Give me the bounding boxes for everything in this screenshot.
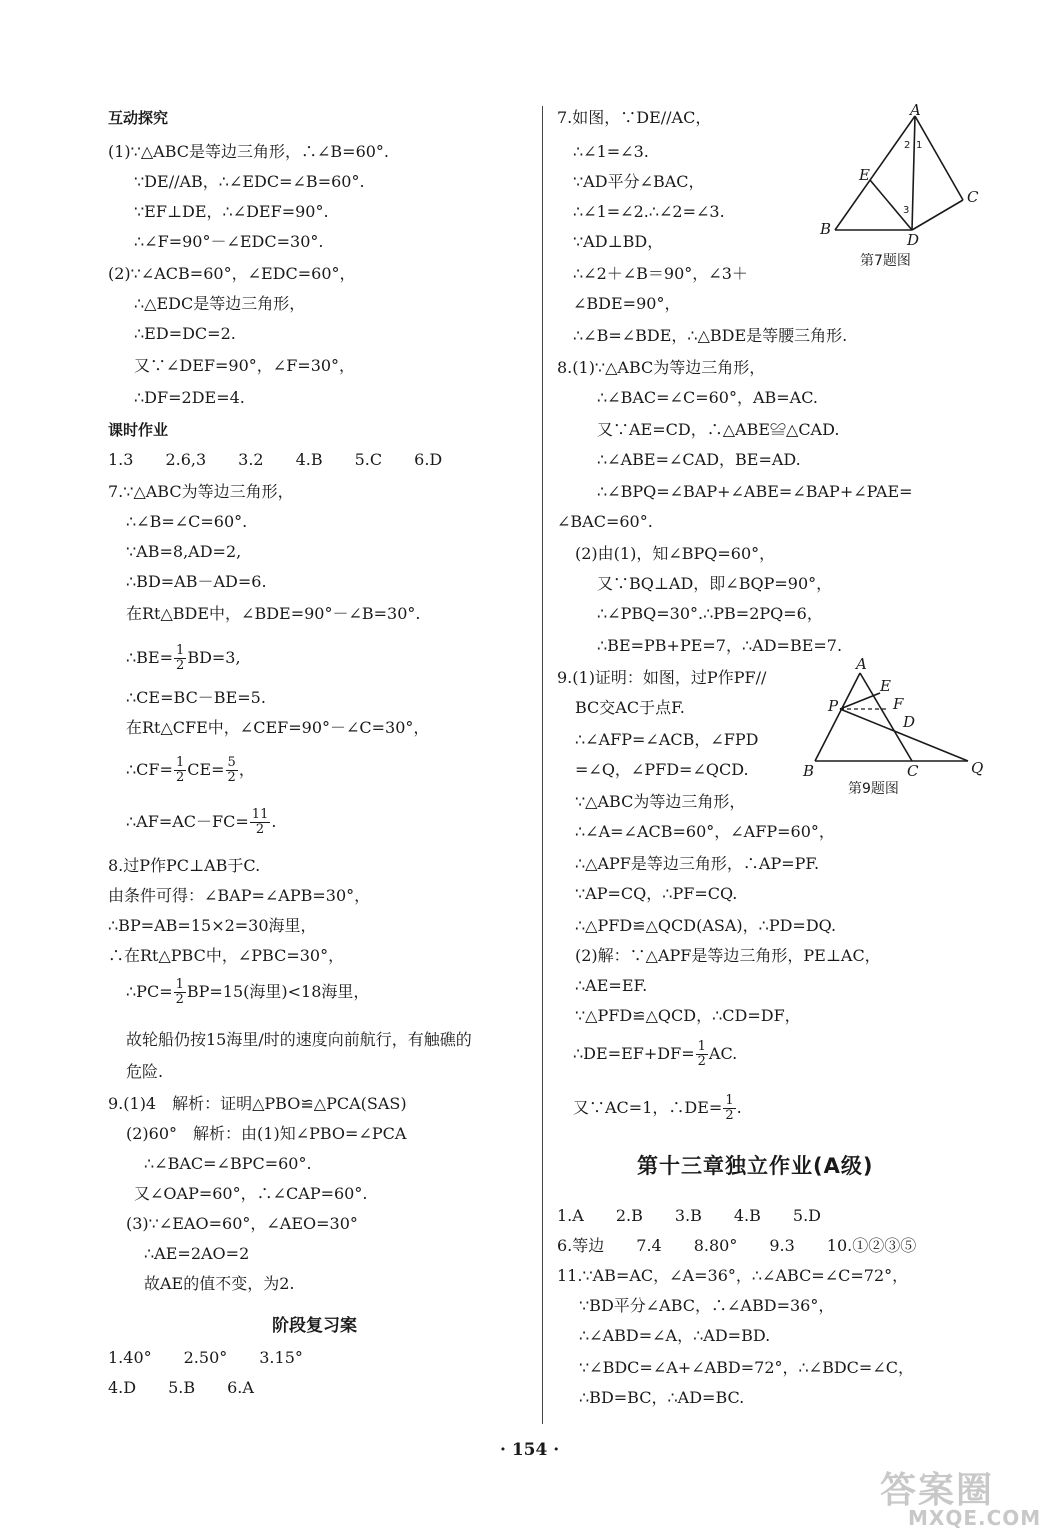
fraction-denominator: 2 (227, 770, 236, 785)
left-line: (2)∵∠ACB=60°，∠EDC=60°， (108, 264, 356, 283)
left-line (126, 978, 369, 1007)
watermark-bottom-text: MXQE.COM (908, 1506, 1042, 1530)
right-line: 9.(1)证明：如图，过P作PF// (557, 668, 767, 687)
text-run: ∴BE= (126, 648, 174, 667)
left-line: 危险. (126, 1062, 164, 1081)
text-run: CE= (187, 760, 225, 779)
text-run: . (736, 1098, 742, 1117)
text-run: ∴PC= (126, 982, 173, 1001)
right-line: ∴∠1=∠3. (573, 142, 649, 161)
left-line: ∵EF⊥DE，∴∠DEF=90°. (134, 202, 329, 221)
left-line: ∴∠B=∠C=60°. (126, 512, 248, 531)
fraction-numerator: 1 (175, 977, 184, 992)
text-run: BD=3, (187, 648, 241, 667)
fraction (174, 756, 186, 785)
left-line: ∴CE=BC－BE=5. (126, 688, 266, 707)
fig9-label-p: P (828, 697, 839, 715)
right-line: ∴∠BPQ=∠BAP+∠ABE=∠BAP+∠PAE= (597, 482, 913, 501)
right-line: ∴∠ABE=∠CAD，BE=AD. (597, 450, 801, 469)
right-line: (2)由(1)，知∠BPQ=60°， (575, 544, 776, 563)
left-line: ∴DF=2DE=4. (134, 388, 245, 407)
fig9-label-a: A (856, 655, 867, 673)
right-line: 1.A 2.B 3.B 4.B 5.D (557, 1206, 821, 1225)
right-line: 6.等边 7.4 8.80° 9.3 10.①②③⑤ (557, 1236, 917, 1255)
text-run: AC. (708, 1044, 738, 1063)
text-run: ∴CF= (126, 760, 173, 779)
left-line: ∴在Rt△PBC中，∠PBC=30°， (108, 946, 345, 965)
left-line: ∴∠BAC=∠BPC=60°. (144, 1154, 312, 1173)
right-line: ∵BD平分∠ABC，∴∠ABD=36°， (579, 1296, 835, 1315)
fraction-denominator: 2 (725, 1108, 734, 1123)
right-line: ∴∠1=∠2.∴∠2=∠3. (573, 202, 725, 221)
left-line: 故AE的值不变，为2. (144, 1274, 295, 1293)
right-line: ∵AD平分∠BAC， (573, 172, 705, 191)
fraction (696, 1040, 708, 1069)
right-line: 又∵BQ⊥AD，即∠BQP=90°， (597, 574, 833, 593)
right-line: ∵△PFD≌△QCD，∴CD=DF， (575, 1006, 801, 1025)
fig9-label-c: C (907, 762, 919, 780)
left-line: 1.40° 2.50° 3.15° (108, 1348, 303, 1367)
left-line: ∴∠F=90°－∠EDC=30°. (134, 232, 324, 251)
fig7-angle-3: 3 (903, 205, 910, 216)
fraction-numerator: 1 (175, 755, 185, 770)
fraction-denominator: 2 (175, 992, 184, 1007)
fig7-label-d: D (907, 231, 920, 249)
fraction-denominator: 2 (175, 770, 185, 785)
right-line: 7.如图，∵DE//AC， (557, 108, 712, 127)
watermark-logo (880, 1462, 1050, 1532)
right-line: ∵△ABC为等边三角形， (575, 792, 746, 811)
left-line: 9.(1)4 解析：证明△PBO≌△PCA(SAS) (108, 1094, 407, 1113)
fig9-label-f: F (893, 695, 904, 713)
right-line: ∵AP=CQ，∴PF=CQ. (575, 884, 738, 903)
fig7-angle-1: 1 (916, 140, 923, 151)
right-line: ∠BDE=90°， (573, 294, 681, 313)
left-line: 在Rt△CFE中，∠CEF=90°－∠C=30°， (126, 718, 430, 737)
right-line: ∴∠BAC=∠C=60°，AB=AC. (597, 388, 818, 407)
right-line: (2)解：∵△APF是等边三角形，PE⊥AC， (575, 946, 881, 965)
figure-7-caption: 第7题图 (860, 253, 911, 269)
left-line: 又∵∠DEF=90°，∠F=30°， (134, 356, 356, 375)
left-line: (2)60° 解析：由(1)知∠PBO=∠PCA (126, 1124, 407, 1143)
left-line: (3)∵∠EAO=60°，∠AEO=30° (126, 1214, 358, 1233)
fraction-numerator: 1 (725, 1093, 734, 1108)
fig7-label-a: A (910, 101, 921, 119)
left-line: 7.∵△ABC为等边三角形， (108, 482, 294, 501)
left-line: ∴△EDC是等边三角形， (134, 294, 306, 313)
left-line: 互动探究 (108, 109, 169, 127)
fraction-numerator: 5 (227, 755, 236, 770)
left-line: 课时作业 (108, 421, 169, 439)
left-line: 1.3 2.6,3 3.2 4.B 5.C 6.D (108, 450, 443, 469)
left-line: ∴BD=AB－AD=6. (126, 572, 267, 591)
fig7-label-e: E (859, 166, 870, 184)
fig7-label-b: B (820, 220, 832, 238)
left-line: ∴ED=DC=2. (134, 324, 236, 343)
left-line: ∵AB=8,AD=2, (126, 542, 242, 561)
fraction-numerator: 1 (697, 1039, 706, 1054)
fig9-label-q: Q (971, 759, 984, 777)
fraction-numerator: 1 (176, 643, 185, 658)
figure-9-caption: 第9题图 (848, 781, 899, 797)
text-run: ∴AF=AC－FC= (126, 812, 249, 831)
fig9-label-b: B (803, 762, 815, 780)
left-line: 由条件可得：∠BAP=∠APB=30°， (108, 886, 371, 905)
left-line: 8.过P作PC⊥AB于C. (108, 856, 261, 875)
fraction-denominator: 2 (255, 822, 265, 837)
fraction-denominator: 2 (697, 1054, 706, 1069)
left-line: 阶段复习案 (272, 1316, 357, 1336)
fraction-denominator: 2 (176, 658, 185, 673)
fig7-angle-2: 2 (904, 140, 911, 151)
right-line: ∴△APF是等边三角形，∴AP=PF. (575, 854, 820, 873)
right-line: ∴△PFD≌△QCD(ASA)，∴PD=DQ. (575, 916, 837, 935)
text-run: ， (238, 760, 255, 779)
right-line: 8.(1)∵△ABC为等边三角形， (557, 358, 766, 377)
column-divider (542, 106, 543, 1424)
fraction (723, 1094, 735, 1123)
page-number: · 154 · (500, 1440, 560, 1460)
fraction (174, 978, 186, 1007)
fig9-label-e: E (880, 677, 891, 695)
right-line: ∴BD=BC，∴AD=BC. (579, 1388, 745, 1407)
right-line: 11.∵AB=AC，∠A=36°，∴∠ABC=∠C=72°， (557, 1266, 909, 1285)
fraction (174, 644, 186, 673)
right-line: 又∵AE=CD，∴△ABE≌△CAD. (597, 420, 840, 439)
right-line (573, 1094, 742, 1123)
right-line: ∵∠BDC=∠A+∠ABD=72°，∴∠BDC=∠C， (579, 1358, 914, 1377)
left-line: ∴AE=2AO=2 (144, 1244, 250, 1263)
left-line: 在Rt△BDE中，∠BDE=90°－∠B=30°. (126, 604, 421, 623)
right-line: ∴BE=PB+PE=7，∴AD=BE=7. (597, 636, 843, 655)
left-line: (1)∵△ABC是等边三角形，∴∠B=60°. (108, 142, 390, 161)
left-line (126, 808, 276, 837)
figure-7-diagram (815, 101, 990, 249)
text-run: . (271, 812, 277, 831)
fig7-label-c: C (967, 188, 979, 206)
right-line: BC交AC于点F. (575, 698, 685, 717)
right-line: ∴∠ABD=∠A，∴AD=BD. (579, 1326, 771, 1345)
text-run: BP=15(海里)<18海里， (186, 982, 370, 1001)
right-line (573, 1040, 737, 1069)
left-line (126, 644, 241, 673)
right-line: 第十三章独立作业(A级) (637, 1154, 874, 1178)
text-run: ∴DE=EF+DF= (573, 1044, 695, 1063)
fraction-numerator: 11 (251, 807, 269, 822)
right-line: =∠Q，∠PFD=∠QCD. (575, 760, 749, 779)
left-line: ∵DE//AB，∴∠EDC=∠B=60°. (134, 172, 365, 191)
fig9-label-d: D (903, 713, 916, 731)
left-line: ∴BP=AB=15×2=30海里， (108, 916, 317, 935)
fraction (250, 808, 271, 837)
fraction (226, 756, 238, 785)
left-line: 又∠OAP=60°，∴∠CAP=60°. (134, 1184, 368, 1203)
figure-9-diagram (800, 655, 985, 780)
right-line: ∴∠PBQ=30°.∴PB=2PQ=6， (597, 604, 823, 623)
right-line: ∴∠2＋∠B＝90°，∠3＋ (573, 264, 748, 283)
watermark-top-text: 答案圈 (880, 1470, 995, 1511)
text-run: 又∵AC=1，∴DE= (573, 1098, 723, 1117)
right-line: ∴∠AFP=∠ACB，∠FPD (575, 730, 759, 749)
right-line: ∴∠A=∠ACB=60°，∠AFP=60°， (575, 822, 835, 841)
left-line: 4.D 5.B 6.A (108, 1378, 254, 1397)
left-line (126, 756, 255, 785)
right-line: ∴∠B=∠BDE，∴△BDE是等腰三角形. (573, 326, 848, 345)
right-line: ∠BAC=60°. (557, 512, 653, 531)
right-line: ∵AD⊥BD， (573, 232, 664, 251)
right-line: ∴AE=EF. (575, 976, 648, 995)
left-line: 故轮船仍按15海里/时的速度向前航行，有触礁的 (126, 1030, 472, 1049)
